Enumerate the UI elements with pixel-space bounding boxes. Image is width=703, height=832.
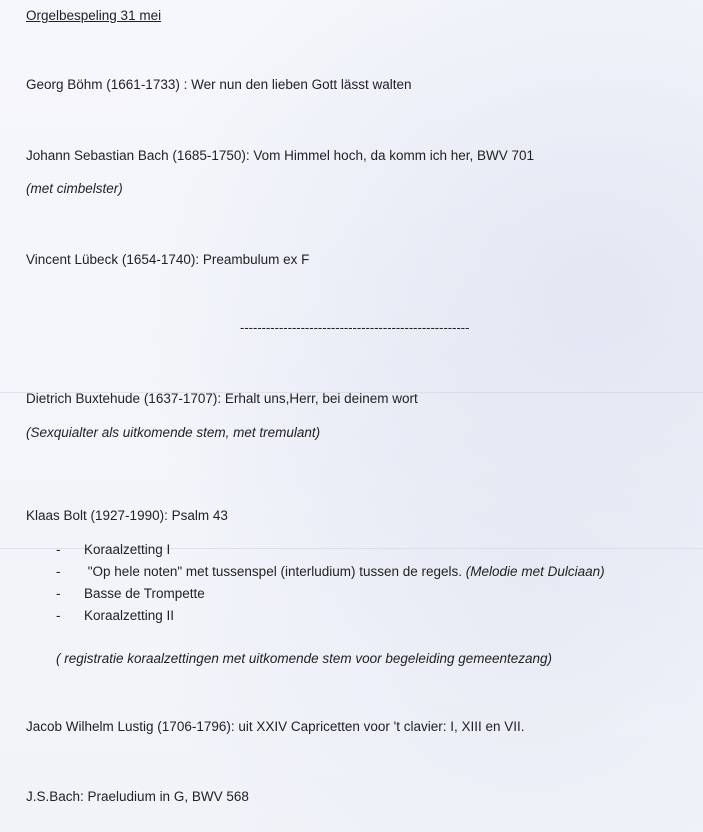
list-item xyxy=(56,541,170,559)
list-item-text: Koraalzetting I xyxy=(84,542,171,557)
list-item xyxy=(56,563,605,581)
document-title: Orgelbespeling 31 mei xyxy=(26,8,162,23)
bullet-dash: - xyxy=(56,564,61,579)
program-item-bach-701: Johann Sebastian Bach (1685-1750): Vom Himmel hoch, da komm ich her, BWV 701 xyxy=(26,148,535,163)
list-item-text: Koraalzetting II xyxy=(84,608,175,623)
separator-line: ----------------------------------------------------- xyxy=(240,320,470,335)
program-item-buxtehude: Dietrich Buxtehude (1637-1707): Erhalt uns,Herr, bei deinem wort xyxy=(26,391,418,406)
registration-note: (Sexquialter als uitkomende stem, met tremulant) xyxy=(26,425,321,440)
program-item-lustig: Jacob Wilhelm Lustig (1706-1796): uit XXIV Capricetten voor 't clavier: I, XIII en VII. xyxy=(26,719,525,734)
list-item-text: Basse de Trompette xyxy=(84,586,205,601)
registration-note: ( registratie koraalzettingen met uitkomende stem voor begeleiding gemeentezang) xyxy=(56,651,553,666)
program-item-bolt: Klaas Bolt (1927-1990): Psalm 43 xyxy=(26,508,228,523)
registration-note: (met cimbelster) xyxy=(26,181,123,196)
program-item-bohm: Georg Böhm (1661-1733) : Wer nun den lieben Gott lässt walten xyxy=(26,77,412,92)
program-item-lubeck: Vincent Lübeck (1654-1740): Preambulum ex F xyxy=(26,252,310,267)
bullet-dash: - xyxy=(56,542,61,557)
bullet-dash: - xyxy=(56,586,61,601)
list-item xyxy=(56,585,205,603)
program-item-bach-568: J.S.Bach: Praeludium in G, BWV 568 xyxy=(26,789,249,804)
list-item-note: (Melodie met Dulciaan) xyxy=(462,564,605,579)
list-item xyxy=(56,607,174,625)
list-item-text: "Op hele noten" met tussenspel (interludium) tussen de regels. xyxy=(84,564,463,579)
bullet-dash: - xyxy=(56,608,61,623)
